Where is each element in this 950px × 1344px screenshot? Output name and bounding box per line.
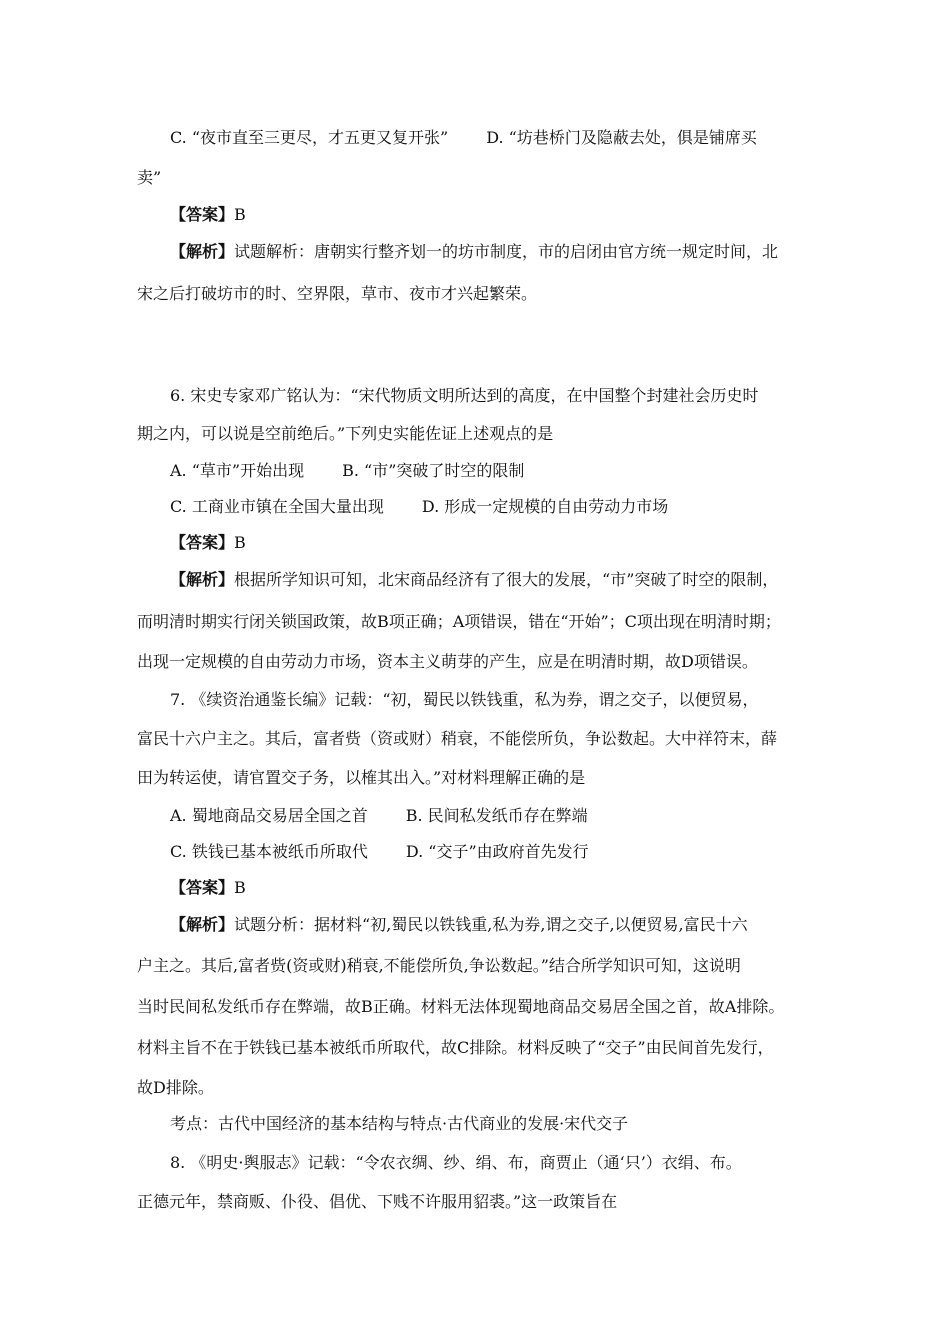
q6-stem-line-2: 期之内，可以说是空前绝后。”下列史实能佐证上述观点的是 — [137, 424, 554, 443]
q6-options-cd — [170, 497, 668, 517]
q5-answer — [170, 205, 246, 225]
q5-option-d: D. “坊巷桥门及隐蔽去处，俱是铺席买 — [486, 128, 757, 147]
answer-tag: 【答案】 — [170, 205, 235, 224]
q5-option-d-cont: 卖” — [137, 168, 162, 187]
q7-stem-line-3: 田为转运使，请官置交子务，以榷其出入。”对材料理解正确的是 — [137, 768, 586, 787]
q6-analysis-line-1: 【解析】根据所学知识可知，北宋商品经济有了很大的发展，“市”突破了时空的限制， — [170, 570, 779, 589]
answer-tag: 【答案】 — [170, 533, 235, 552]
q6-analysis-line-2: 而明清时期实行闭关锁国政策，故B项正确；A项错误，错在“开始”；C项出现在明清时期； — [137, 612, 781, 631]
answer-tag: 【答案】 — [170, 878, 235, 897]
answer-value: B — [234, 205, 246, 224]
q7-analysis-line-2: 户主之。其后,富者赀(资或财)稍衰,不能偿所负,争讼数起。”结合所学知识可知，这说明 — [137, 956, 741, 975]
q7-option-a: A. 蜀地商品交易居全国之首 — [170, 806, 368, 825]
q6-option-b: B. “市”突破了时空的限制 — [342, 461, 525, 480]
q6-option-a: A. “草市”开始出现 — [170, 461, 305, 480]
q6-option-c: C. 工商业市镇在全国大量出现 — [170, 497, 384, 516]
q7-stem-line-1: 7. 《续资治通鉴长编》记载：“初，蜀民以铁钱重，私为券，谓之交子，以便贸易， — [170, 690, 759, 709]
answer-value: B — [234, 878, 246, 897]
q7-options-cd — [170, 842, 589, 862]
q7-option-b: B. 民间私发纸币存在弊端 — [405, 806, 588, 825]
q8-stem-line-2: 正德元年，禁商贩、仆役、倡优、下贱不许服用貂裘。”这一政策旨在 — [137, 1192, 618, 1211]
q5-analysis-line-2: 宋之后打破坊市的时、空界限，草市、夜市才兴起繁荣。 — [137, 284, 538, 303]
q7-option-d: D. “交子”由政府首先发行 — [405, 842, 589, 861]
q6-analysis-line-3: 出现一定规模的自由劳动力市场，资本主义萌芽的产生，应是在明清时期，故D项错误。 — [137, 652, 758, 671]
q6-stem-line-1: 6. 宋史专家邓广铭认为：“宋代物质文明所达到的高度，在中国整个封建社会历史时 — [170, 386, 759, 405]
q7-options-ab — [170, 806, 588, 826]
q7-option-c: C. 铁钱已基本被纸币所取代 — [170, 842, 368, 861]
q6-options-ab — [170, 461, 524, 481]
q8-stem-line-1: 8. 《明史·舆服志》记载：“令农衣绸、纱、绢、布，商贾止（通‘只’）衣绢、布。 — [170, 1153, 742, 1172]
analysis-tag: 【解析】 — [170, 242, 235, 261]
q7-analysis-line-5: 故D排除。 — [137, 1078, 214, 1097]
q6-option-d: D. 形成一定规模的自由劳动力市场 — [421, 497, 669, 516]
q7-kaodian: 考点：古代中国经济的基本结构与特点·古代商业的发展·宋代交子 — [170, 1114, 629, 1133]
q5-analysis-line-1: 【解析】试题解析：唐朝实行整齐划一的坊市制度，市的启闭由官方统一规定时间，北 — [170, 242, 779, 261]
q5-option-c: C. “夜市直至三更尽，才五更又复开张” — [170, 128, 449, 147]
q5-options-cd — [170, 128, 757, 148]
analysis-tag: 【解析】 — [170, 570, 235, 589]
q7-analysis-line-3: 当时民间私发纸币存在弊端，故B正确。材料无法体现蜀地商品交易居全国之首，故A排除。 — [137, 997, 785, 1016]
analysis-tag: 【解析】 — [170, 915, 235, 934]
answer-value: B — [234, 533, 246, 552]
q7-analysis-line-1: 【解析】试题分析：据材料“初,蜀民以铁钱重,私为券,谓之交子,以便贸易,富民十六 — [170, 915, 748, 934]
q7-analysis-line-4: 材料主旨不在于铁钱已基本被纸币所取代，故C排除。材料反映了“交子”由民间首先发行， — [137, 1038, 774, 1057]
q6-answer — [170, 533, 246, 553]
q7-answer — [170, 878, 246, 898]
q7-stem-line-2: 富民十六户主之。其后，富者赀（资或财）稍衰，不能偿所负，争讼数起。大中祥符末，薛 — [137, 729, 778, 748]
